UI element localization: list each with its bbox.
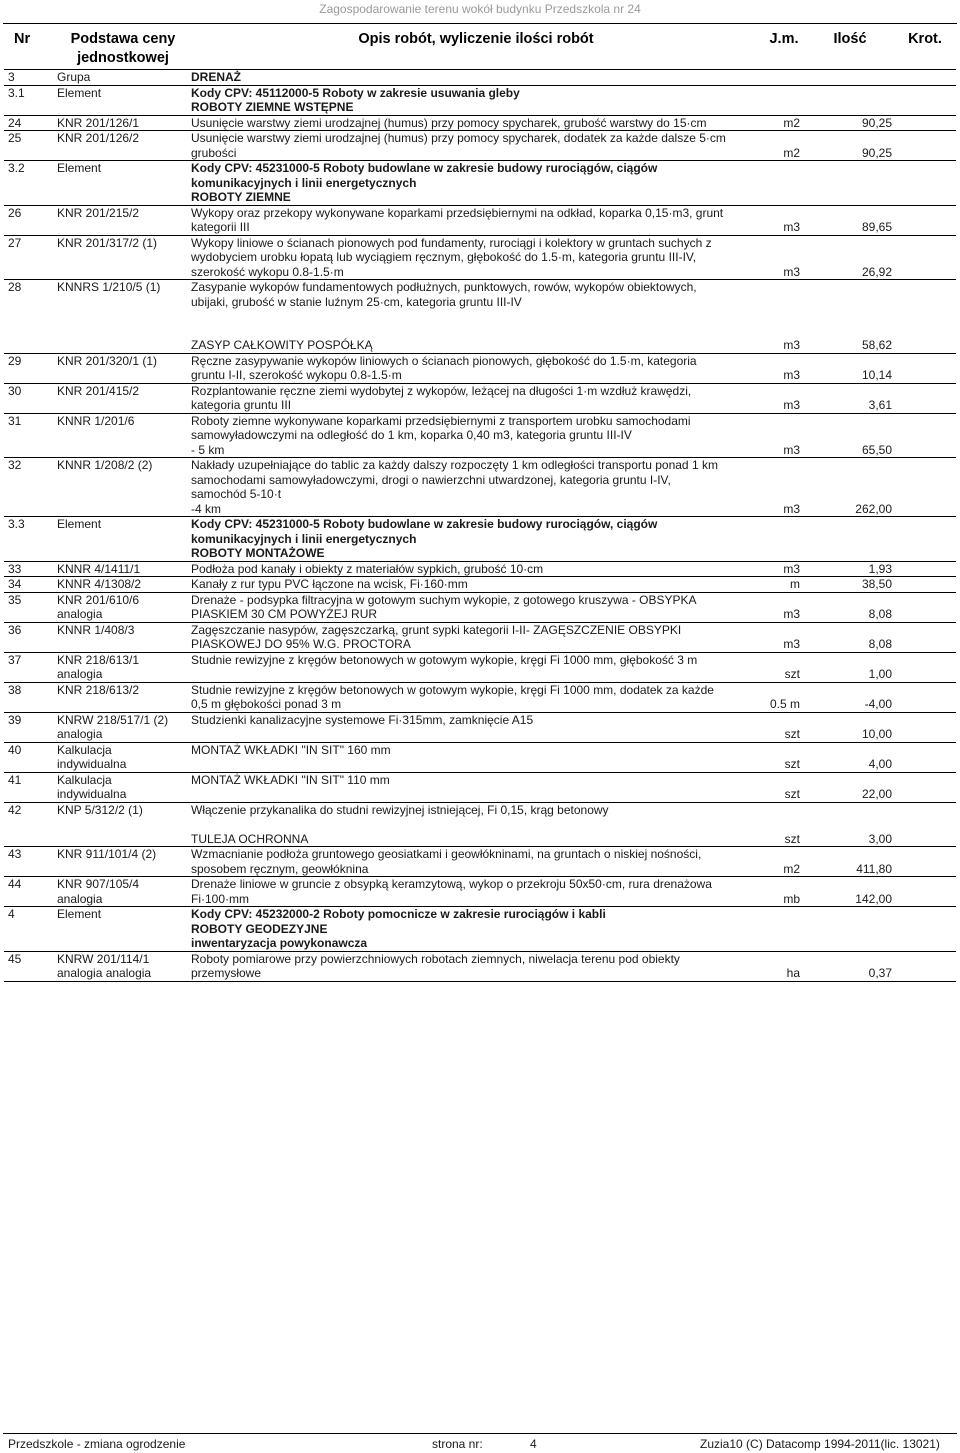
row-krot [894,517,956,562]
row-description: Studnie rewizyjne z kręgów betonowych w gotowym wykopie, kręgi Fi 1000 mm, dodatek za każde 0,5 m głębokości ponad 3 m [190,682,762,712]
row-description: Kody CPV: 45231000-5 Roboty budowlane w zakresie budowy rurociągów, ciągów komunikacyjnych i linii energetycznych ROBOTY MONTAŻOWE [190,517,762,562]
row-nr: 30 [4,383,56,413]
row-basis: Element [56,85,190,115]
row-basis: KNR 201/317/2 (1) [56,235,190,280]
header-rule [3,23,957,24]
row-quantity: 4,00 [806,742,894,772]
row-unit: m3 [762,561,806,577]
row-nr: 3.3 [4,517,56,562]
row-unit: szt [762,712,806,742]
row-krot [894,907,956,952]
row-basis: KNNR 4/1308/2 [56,577,190,593]
table-row [4,577,956,593]
row-description: Wykopy liniowe o ścianach pionowych pod fundamenty, rurociągi i kolektory w gruntach suchych z wydobyciem urobku łopatą lub wyciągiem ręcznym, głębokość do 1.5·m, kategoria gruntu III-IV, szerokość wykopu 0.8-1.5·m [190,235,762,280]
row-basis: Element [56,161,190,206]
element-row [4,85,956,115]
col-header-krot: Krot. [894,30,956,70]
row-quantity: 1,00 [806,652,894,682]
row-nr: 34 [4,577,56,593]
row-krot [894,622,956,652]
row-quantity: 3,00 [806,802,894,847]
row-description: Kody CPV: 45232000-2 Roboty pomocnicze w zakresie rurociągów i kabli ROBOTY GEODEZYJNE inwentaryzacja powykonawcza [190,907,762,952]
row-quantity: 10,00 [806,712,894,742]
element-row [4,517,956,562]
row-unit: m3 [762,205,806,235]
row-nr: 3 [4,70,56,86]
row-nr: 27 [4,235,56,280]
row-unit: m2 [762,115,806,131]
row-basis: KNR 201/126/1 [56,115,190,131]
row-quantity [806,70,894,86]
row-unit: m3 [762,413,806,458]
row-description: Rozplantowanie ręczne ziemi wydobytej z wykopów, leżącej na długości 1·m wzdłuż krawędzi, kategoria gruntu III [190,383,762,413]
row-quantity: 65,50 [806,413,894,458]
row-quantity [806,907,894,952]
row-basis: KNR 201/126/2 [56,131,190,161]
row-basis: KNR 911/101/4 (2) [56,847,190,877]
table-row [4,877,956,907]
footer-page-label: strona nr: [432,1437,483,1451]
col-header-basis: Podstawa ceny jednostkowej [56,30,190,70]
row-nr: 44 [4,877,56,907]
row-nr: 4 [4,907,56,952]
row-description: Roboty pomiarowe przy powierzchniowych robotach ziemnych, niwelacja terenu pod obiekty przemysłowe [190,951,762,981]
cost-estimate-table [4,30,956,982]
row-nr: 3.1 [4,85,56,115]
row-krot [894,742,956,772]
row-description: Usunięcie warstwy ziemi urodzajnej (humus) przy pomocy spycharek, grubość warstwy do 15·cm [190,115,762,131]
row-unit: m3 [762,383,806,413]
row-basis: KNP 5/312/2 (1) [56,802,190,847]
row-description: Studzienki kanalizacyjne systemowe Fi·315mm, zamknięcie A15 [190,712,762,742]
element-row [4,907,956,952]
row-unit [762,517,806,562]
col-header-unit: J.m. [762,30,806,70]
row-description: Włączenie przykanalika do studni rewizyjnej istniejącej, Fi 0,15, krąg betonowy TULEJA OCHRONNA [190,802,762,847]
page-header-title: Zagospodarowanie terenu wokół budynku Przedszkola nr 24 [319,2,641,16]
element-row [4,161,956,206]
table-header-row [4,30,956,70]
row-krot [894,458,956,517]
row-krot [894,235,956,280]
table-row [4,131,956,161]
row-description: Ręczne zasypywanie wykopów liniowych o ścianach pionowych, głębokość do 1.5·m, kategoria gruntu I-II, szerokość wykopu 0.8-1.5·m [190,353,762,383]
row-unit: szt [762,652,806,682]
row-description: Zasypanie wykopów fundamentowych podłużnych, punktowych, rowów, wykopów obiektowych, ubijaki, grubość w stanie luźnym 25·cm, kategoria gruntu III-IV ZASYP CAŁKOWITY POSPÓŁKĄ [190,280,762,354]
row-description: Roboty ziemne wykonywane koparkami przedsiębiernymi z transportem urobku samochodami samowyładowczymi na odległość do 1 km, koparka 0,40 m3, kategoria gruntu III-IV - 5 km [190,413,762,458]
row-nr: 39 [4,712,56,742]
row-description: Zagęszczanie nasypów, zagęszczarką, grunt sypki kategorii I-II- ZAGĘSZCZENIE OBSYPKI PIASKOWEJ DO 95% W.G. PROCTORA [190,622,762,652]
row-basis: KNR 218/613/2 [56,682,190,712]
row-basis: Kalkulacja indywidualna [56,742,190,772]
row-quantity: 8,08 [806,592,894,622]
row-krot [894,802,956,847]
table-row [4,115,956,131]
row-quantity: 1,93 [806,561,894,577]
row-unit: 0.5 m [762,682,806,712]
row-krot [894,205,956,235]
row-description: MONTAŻ WKŁADKI "IN SIT" 110 mm [190,772,762,802]
row-krot [894,652,956,682]
table-row [4,280,956,354]
row-krot [894,592,956,622]
footer-left: Przedszkole - zmiana ogrodzenie [8,1437,186,1451]
row-unit: ha [762,951,806,981]
row-basis: KNNR 1/408/3 [56,622,190,652]
row-unit: m3 [762,622,806,652]
row-nr: 42 [4,802,56,847]
row-nr: 3.2 [4,161,56,206]
row-unit: m3 [762,280,806,354]
row-basis: KNNRS 1/210/5 (1) [56,280,190,354]
table-row [4,682,956,712]
row-nr: 28 [4,280,56,354]
row-krot [894,413,956,458]
footer-rule [3,1433,957,1434]
row-unit: m3 [762,235,806,280]
row-krot [894,877,956,907]
row-unit [762,161,806,206]
row-basis: Element [56,907,190,952]
row-krot [894,847,956,877]
row-unit: m3 [762,353,806,383]
row-description: Studnie rewizyjne z kręgów betonowych w gotowym wykopie, kręgi Fi 1000 mm, głębokość 3 m [190,652,762,682]
footer-right: Zuzia10 (C) Datacomp 1994-2011(lic. 13021) [700,1437,940,1451]
row-unit: m3 [762,592,806,622]
row-krot [894,577,956,593]
row-nr: 25 [4,131,56,161]
row-basis: KNRW 218/517/1 (2) analogia [56,712,190,742]
row-krot [894,85,956,115]
row-description: Kody CPV: 45231000-5 Roboty budowlane w zakresie budowy rurociągów, ciągów komunikacyjnych i linii energetycznych ROBOTY ZIEMNE [190,161,762,206]
row-quantity: 3,61 [806,383,894,413]
row-nr: 29 [4,353,56,383]
row-nr: 43 [4,847,56,877]
row-unit: m [762,577,806,593]
table-row [4,951,956,981]
row-description: Kanały z rur typu PVC łączone na wcisk, Fi·160·mm [190,577,762,593]
row-nr: 36 [4,622,56,652]
row-basis: Kalkulacja indywidualna [56,772,190,802]
table-row [4,235,956,280]
row-quantity [806,161,894,206]
row-nr: 33 [4,561,56,577]
row-krot [894,161,956,206]
row-unit: szt [762,772,806,802]
row-description: Wykopy oraz przekopy wykonywane koparkami przedsiębiernymi na odkład, koparka 0,15·m3, grunt kategorii III [190,205,762,235]
row-krot [894,383,956,413]
row-basis: KNNR 1/208/2 (2) [56,458,190,517]
row-nr: 40 [4,742,56,772]
group-row [4,70,956,86]
row-quantity: -4,00 [806,682,894,712]
row-quantity: 10,14 [806,353,894,383]
table-row [4,622,956,652]
table-body [4,70,956,982]
row-description: Wzmacnianie podłoża gruntowego geosiatkami i geowłókninami, na gruntach o niskiej nośności, sposobem ręcznym, geowłóknina [190,847,762,877]
row-basis: KNR 218/613/1 analogia [56,652,190,682]
row-krot [894,70,956,86]
row-quantity: 58,62 [806,280,894,354]
row-basis: KNR 201/215/2 [56,205,190,235]
col-header-nr: Nr [4,30,56,70]
row-unit: szt [762,802,806,847]
table-row [4,742,956,772]
row-unit [762,907,806,952]
row-quantity [806,517,894,562]
table-row [4,802,956,847]
table-row [4,413,956,458]
row-description: Kody CPV: 45112000-5 Roboty w zakresie usuwania gleby ROBOTY ZIEMNE WSTĘPNE [190,85,762,115]
row-quantity: 8,08 [806,622,894,652]
row-basis: KNR 201/320/1 (1) [56,353,190,383]
table-row [4,772,956,802]
row-unit: mb [762,877,806,907]
row-basis: KNR 907/105/4 analogia [56,877,190,907]
col-header-quantity: Ilość [806,30,894,70]
row-quantity: 26,92 [806,235,894,280]
row-unit: m2 [762,131,806,161]
row-basis: Grupa [56,70,190,86]
row-krot [894,353,956,383]
row-nr: 24 [4,115,56,131]
row-description: DRENAŻ [190,70,762,86]
table-row [4,383,956,413]
row-basis: KNNR 1/201/6 [56,413,190,458]
row-basis: KNR 201/610/6 analogia [56,592,190,622]
table-row [4,712,956,742]
row-quantity: 411,80 [806,847,894,877]
row-basis: KNR 201/415/2 [56,383,190,413]
row-description: Drenaże - podsypka filtracyjna w gotowym suchym wykopie, z gotowego kruszywa - OBSYPKA PIASKIEM 30 CM POWYŻEJ RUR [190,592,762,622]
table-row [4,561,956,577]
row-unit: m2 [762,847,806,877]
row-basis: KNNR 4/1411/1 [56,561,190,577]
row-basis: KNRW 201/114/1 analogia analogia [56,951,190,981]
row-description: MONTAŻ WKŁADKI "IN SIT" 160 mm [190,742,762,772]
row-krot [894,682,956,712]
row-nr: 26 [4,205,56,235]
row-krot [894,115,956,131]
row-quantity: 142,00 [806,877,894,907]
row-quantity: 22,00 [806,772,894,802]
row-nr: 35 [4,592,56,622]
row-quantity: 262,00 [806,458,894,517]
row-nr: 41 [4,772,56,802]
col-header-description: Opis robót, wyliczenie ilości robót [190,30,762,70]
row-nr: 32 [4,458,56,517]
row-description: Usunięcie warstwy ziemi urodzajnej (humus) przy pomocy spycharek, dodatek za każde dalsze 5·cm grubości [190,131,762,161]
row-krot [894,712,956,742]
row-krot [894,772,956,802]
row-nr: 45 [4,951,56,981]
row-basis: Element [56,517,190,562]
row-krot [894,280,956,354]
table-row [4,652,956,682]
row-krot [894,561,956,577]
row-krot [894,951,956,981]
footer-page-number: 4 [530,1437,537,1451]
row-nr: 31 [4,413,56,458]
table-row [4,847,956,877]
row-nr: 38 [4,682,56,712]
table-row [4,205,956,235]
row-description: Drenaże liniowe w gruncie z obsypką keramzytową, wykop o przekroju 50x50·cm, rura drenażowa Fi·100·mm [190,877,762,907]
row-unit: m3 [762,458,806,517]
row-unit [762,70,806,86]
row-krot [894,131,956,161]
row-description: Nakłady uzupełniające do tablic za każdy dalszy rozpoczęty 1 km odległości transportu ponad 1 km samochodami samowyładowczymi, drogi o nawierzchni utwardzonej, kategoria gruntu I-IV, samochód 5-10·t -4 km [190,458,762,517]
table-row [4,592,956,622]
row-quantity: 89,65 [806,205,894,235]
row-quantity: 38,50 [806,577,894,593]
row-quantity [806,85,894,115]
row-quantity: 0,37 [806,951,894,981]
row-description: Podłoża pod kanały i obiekty z materiałów sypkich, grubość 10·cm [190,561,762,577]
row-quantity: 90,25 [806,115,894,131]
table-row [4,458,956,517]
row-unit [762,85,806,115]
row-unit: szt [762,742,806,772]
row-nr: 37 [4,652,56,682]
row-quantity: 90,25 [806,131,894,161]
table-row [4,353,956,383]
